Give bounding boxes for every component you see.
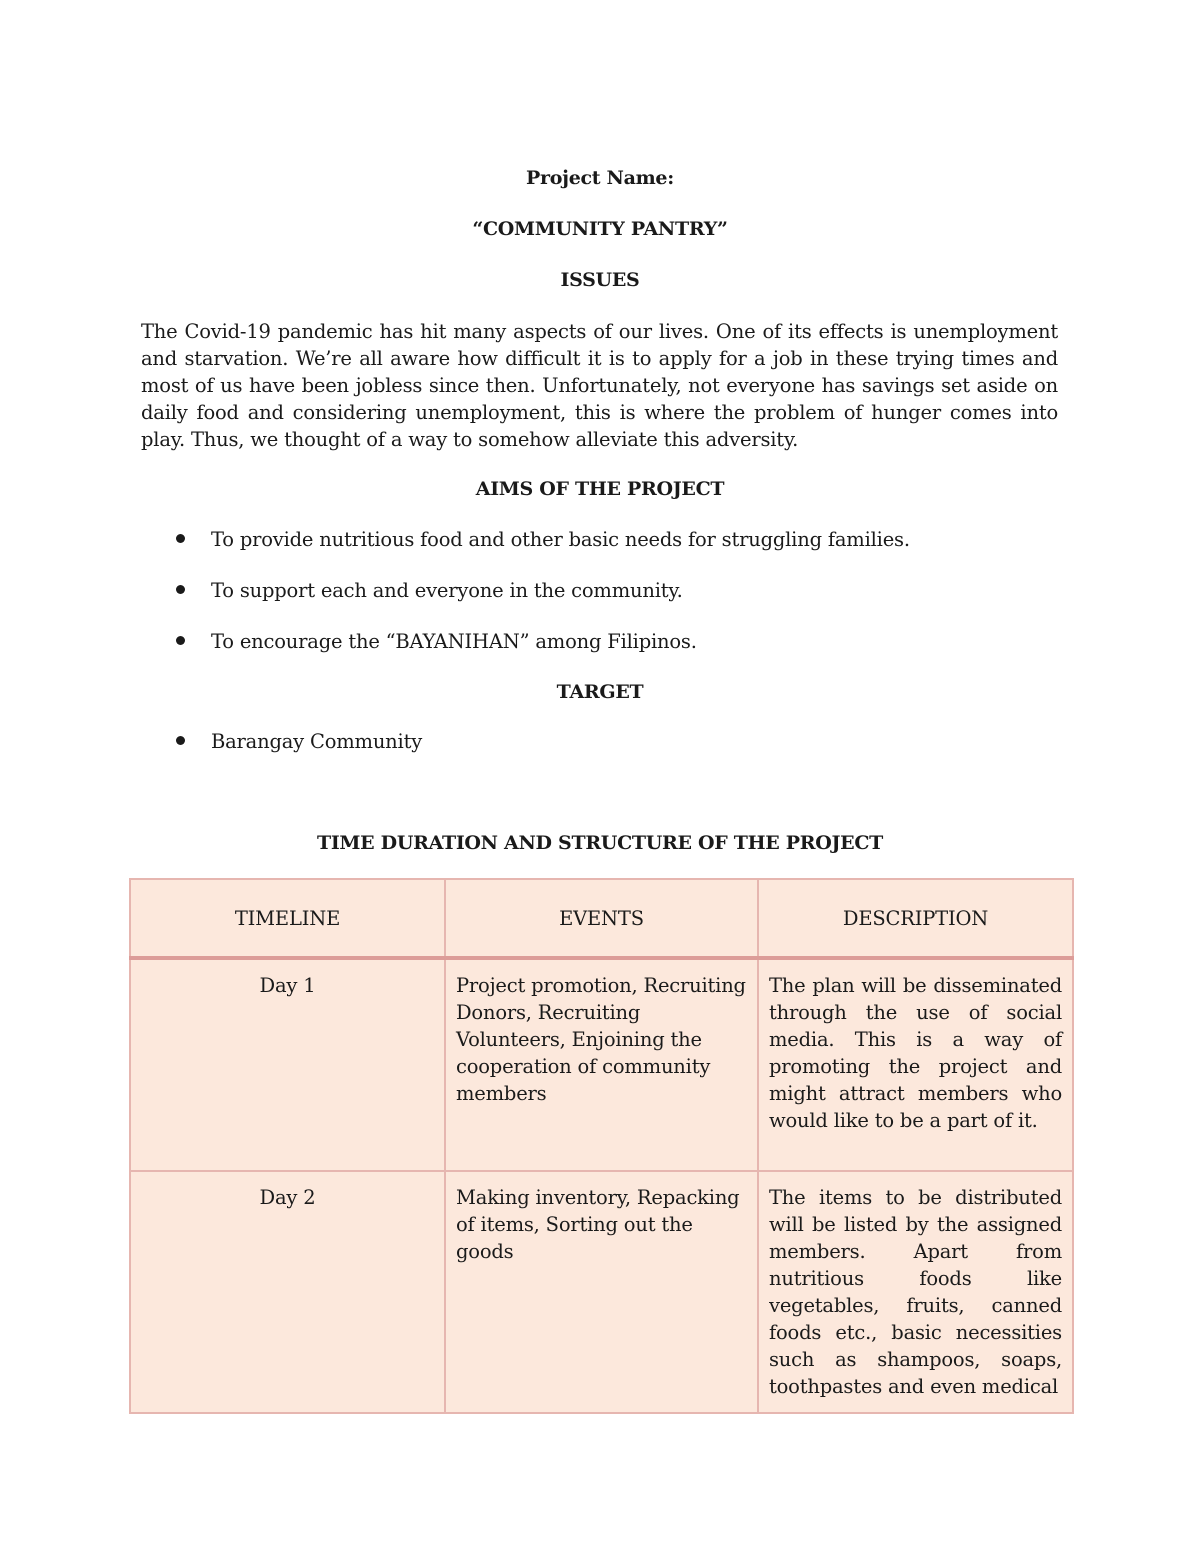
table-row xyxy=(130,958,1073,1171)
project-name-label: Project Name: xyxy=(526,167,674,189)
description-cell: The plan will be disseminated through the use of social media. This is a way of promoting the project and might attract members who would like to be a part of it. xyxy=(758,958,1073,1171)
project-title: “COMMUNITY PANTRY” xyxy=(472,218,728,240)
aims-item-text: To provide nutritious food and other basic needs for struggling families. xyxy=(211,528,910,551)
bullet-icon xyxy=(176,534,185,543)
target-heading: TARGET xyxy=(556,681,644,703)
issues-heading: ISSUES xyxy=(560,269,640,291)
description-text: The items to be distributed will be listed by the assigned members. Apart from nutritious foods like vegetables, fruits, canned foods etc., basic necessities such as shampoos, soaps, toothpastes and even medical xyxy=(769,1186,1062,1398)
target-item-text: Barangay Community xyxy=(211,730,423,753)
aims-item-text: To encourage the “BAYANIHAN” among Filipinos. xyxy=(211,630,697,653)
bullet-icon xyxy=(176,585,185,594)
aims-list-item xyxy=(176,630,697,653)
column-header-description: DESCRIPTION xyxy=(758,879,1073,958)
schedule-table xyxy=(129,878,1074,1414)
events-cell: Making inventory, Repacking of items, Sorting out the goods xyxy=(445,1171,758,1413)
table-header-row xyxy=(130,879,1073,958)
table-row xyxy=(130,1171,1073,1413)
bullet-icon xyxy=(176,636,185,645)
column-header-timeline: TIMELINE xyxy=(130,879,445,958)
timeline-cell: Day 1 xyxy=(130,958,445,1171)
timeline-cell: Day 2 xyxy=(130,1171,445,1413)
aims-list-item xyxy=(176,579,683,602)
target-list-item xyxy=(176,730,422,753)
events-cell: Project promotion, Recruiting Donors, Recruiting Volunteers, Enjoining the cooperation of community members xyxy=(445,958,758,1171)
bullet-icon xyxy=(176,736,185,745)
schedule-heading: TIME DURATION AND STRUCTURE OF THE PROJECT xyxy=(317,832,883,854)
issues-paragraph: The Covid-19 pandemic has hit many aspects of our lives. One of its effects is unemployment and starvation. We’re all aware how difficult it is to apply for a job in these trying times and most of us have been jobless since then. Unfortunately, not everyone has savings set aside on daily food and considering unemployment, this is where the problem of hunger comes into play. Thus, we thought of a way to somehow alleviate this adversity. xyxy=(141,320,1058,451)
column-header-events: EVENTS xyxy=(445,879,758,958)
aims-item-text: To support each and everyone in the community. xyxy=(211,579,683,602)
description-cell xyxy=(758,1171,1073,1413)
aims-list-item xyxy=(176,528,910,551)
aims-heading: AIMS OF THE PROJECT xyxy=(475,478,725,500)
